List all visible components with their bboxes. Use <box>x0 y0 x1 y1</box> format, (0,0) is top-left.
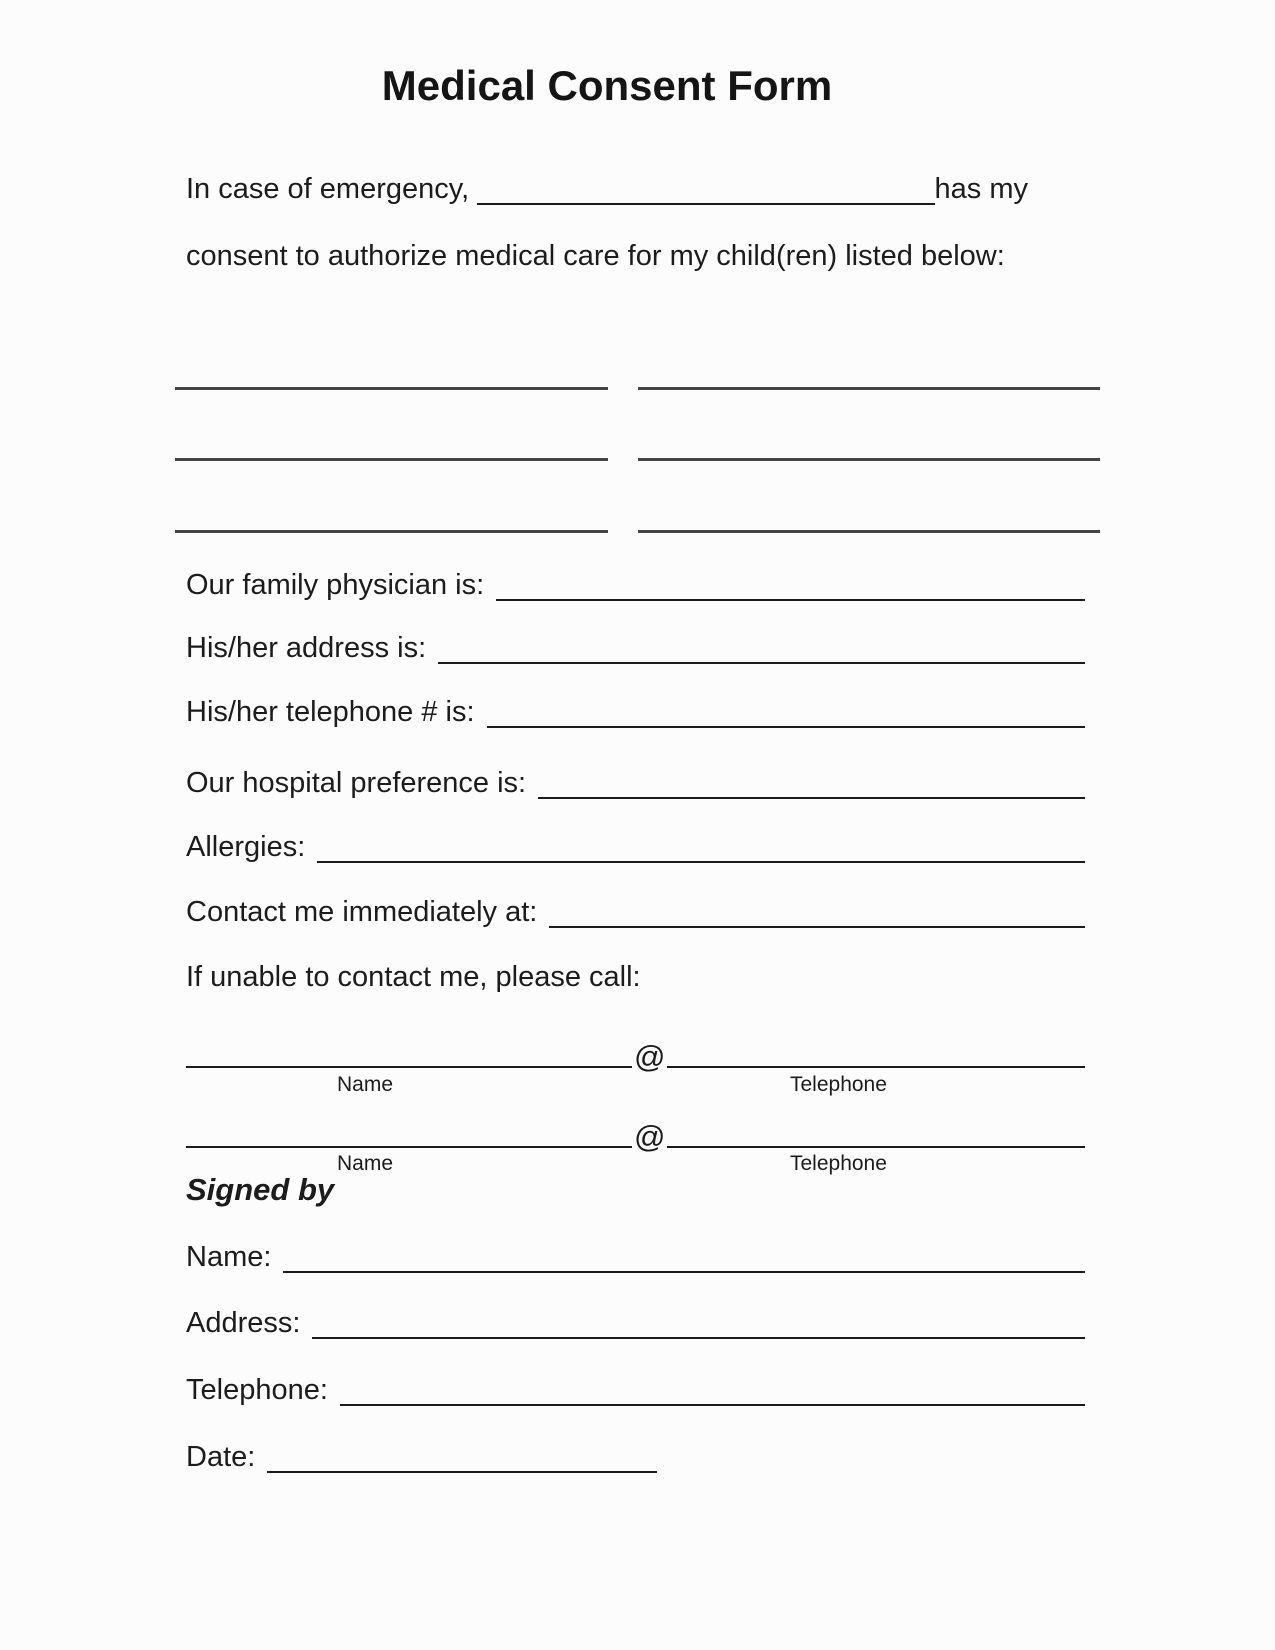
contact1-name-label: Name <box>337 1073 394 1096</box>
at-separator: @ <box>634 1119 666 1154</box>
hospital-preference-label: Our hospital preference is: <box>186 767 527 799</box>
at-separator: @ <box>634 1039 666 1074</box>
physician-address-blank[interactable] <box>438 662 1085 664</box>
physician-address-label: His/her address is: <box>186 632 427 664</box>
signed-name-blank[interactable] <box>283 1271 1085 1273</box>
contact2-name-blank[interactable] <box>186 1146 632 1148</box>
contact-immediately-blank[interactable] <box>549 926 1085 928</box>
allergies-label: Allergies: <box>186 831 306 863</box>
hospital-preference-blank[interactable] <box>538 797 1085 799</box>
allergies-row <box>186 828 1085 864</box>
child-name-blank[interactable] <box>175 530 608 533</box>
signed-telephone-label: Telephone: <box>186 1374 328 1406</box>
signed-address-blank[interactable] <box>312 1337 1085 1339</box>
physician-address-row <box>186 629 1085 665</box>
family-physician-label: Our family physician is: <box>186 569 485 601</box>
signed-by-heading: Signed by <box>186 1172 335 1207</box>
child-name-blank[interactable] <box>175 458 608 461</box>
allergies-blank[interactable] <box>317 861 1085 863</box>
page-title: Medical Consent Form <box>381 62 833 109</box>
child-name-blank[interactable] <box>638 530 1100 533</box>
emergency-contact-row-1 <box>186 1029 1085 1074</box>
contact2-name-label: Name <box>337 1152 394 1175</box>
unable-to-contact-text: If unable to contact me, please call: <box>186 961 641 993</box>
physician-telephone-label: His/her telephone # is: <box>186 696 475 728</box>
signed-name-row <box>186 1238 1085 1274</box>
contact-immediately-label: Contact me immediately at: <box>186 896 538 928</box>
signed-telephone-blank[interactable] <box>340 1404 1085 1406</box>
emergency-authorization-row <box>186 170 1028 206</box>
child-name-blank[interactable] <box>638 387 1100 390</box>
hospital-preference-row <box>186 764 1085 800</box>
signed-date-blank[interactable] <box>267 1471 657 1473</box>
authorized-person-blank[interactable] <box>477 203 934 205</box>
contact2-telephone-label: Telephone <box>790 1152 887 1175</box>
contact-immediately-row <box>186 893 1085 929</box>
intro-line1-suffix: has my <box>934 173 1028 205</box>
contact1-telephone-label: Telephone <box>790 1073 887 1096</box>
signed-telephone-row <box>186 1371 1085 1407</box>
child-name-blank[interactable] <box>175 387 608 390</box>
contact2-telephone-blank[interactable] <box>667 1146 1085 1148</box>
physician-telephone-blank[interactable] <box>487 726 1085 728</box>
family-physician-row <box>186 566 1085 602</box>
contact1-telephone-blank[interactable] <box>667 1066 1085 1068</box>
physician-telephone-row <box>186 693 1085 729</box>
family-physician-blank[interactable] <box>496 599 1085 601</box>
emergency-contact-row-2 <box>186 1109 1085 1154</box>
intro-line1-prefix: In case of emergency, <box>186 173 470 205</box>
signed-address-row <box>186 1304 1085 1340</box>
contact1-sub-labels <box>186 1073 1085 1099</box>
signed-date-label: Date: <box>186 1441 256 1473</box>
signed-date-row <box>186 1438 657 1474</box>
child-name-blank[interactable] <box>638 458 1100 461</box>
signed-address-label: Address: <box>186 1307 301 1339</box>
contact1-name-blank[interactable] <box>186 1066 632 1068</box>
intro-line2: consent to authorize medical care for my child(ren) listed below: <box>186 240 1005 272</box>
signed-name-label: Name: <box>186 1241 272 1273</box>
